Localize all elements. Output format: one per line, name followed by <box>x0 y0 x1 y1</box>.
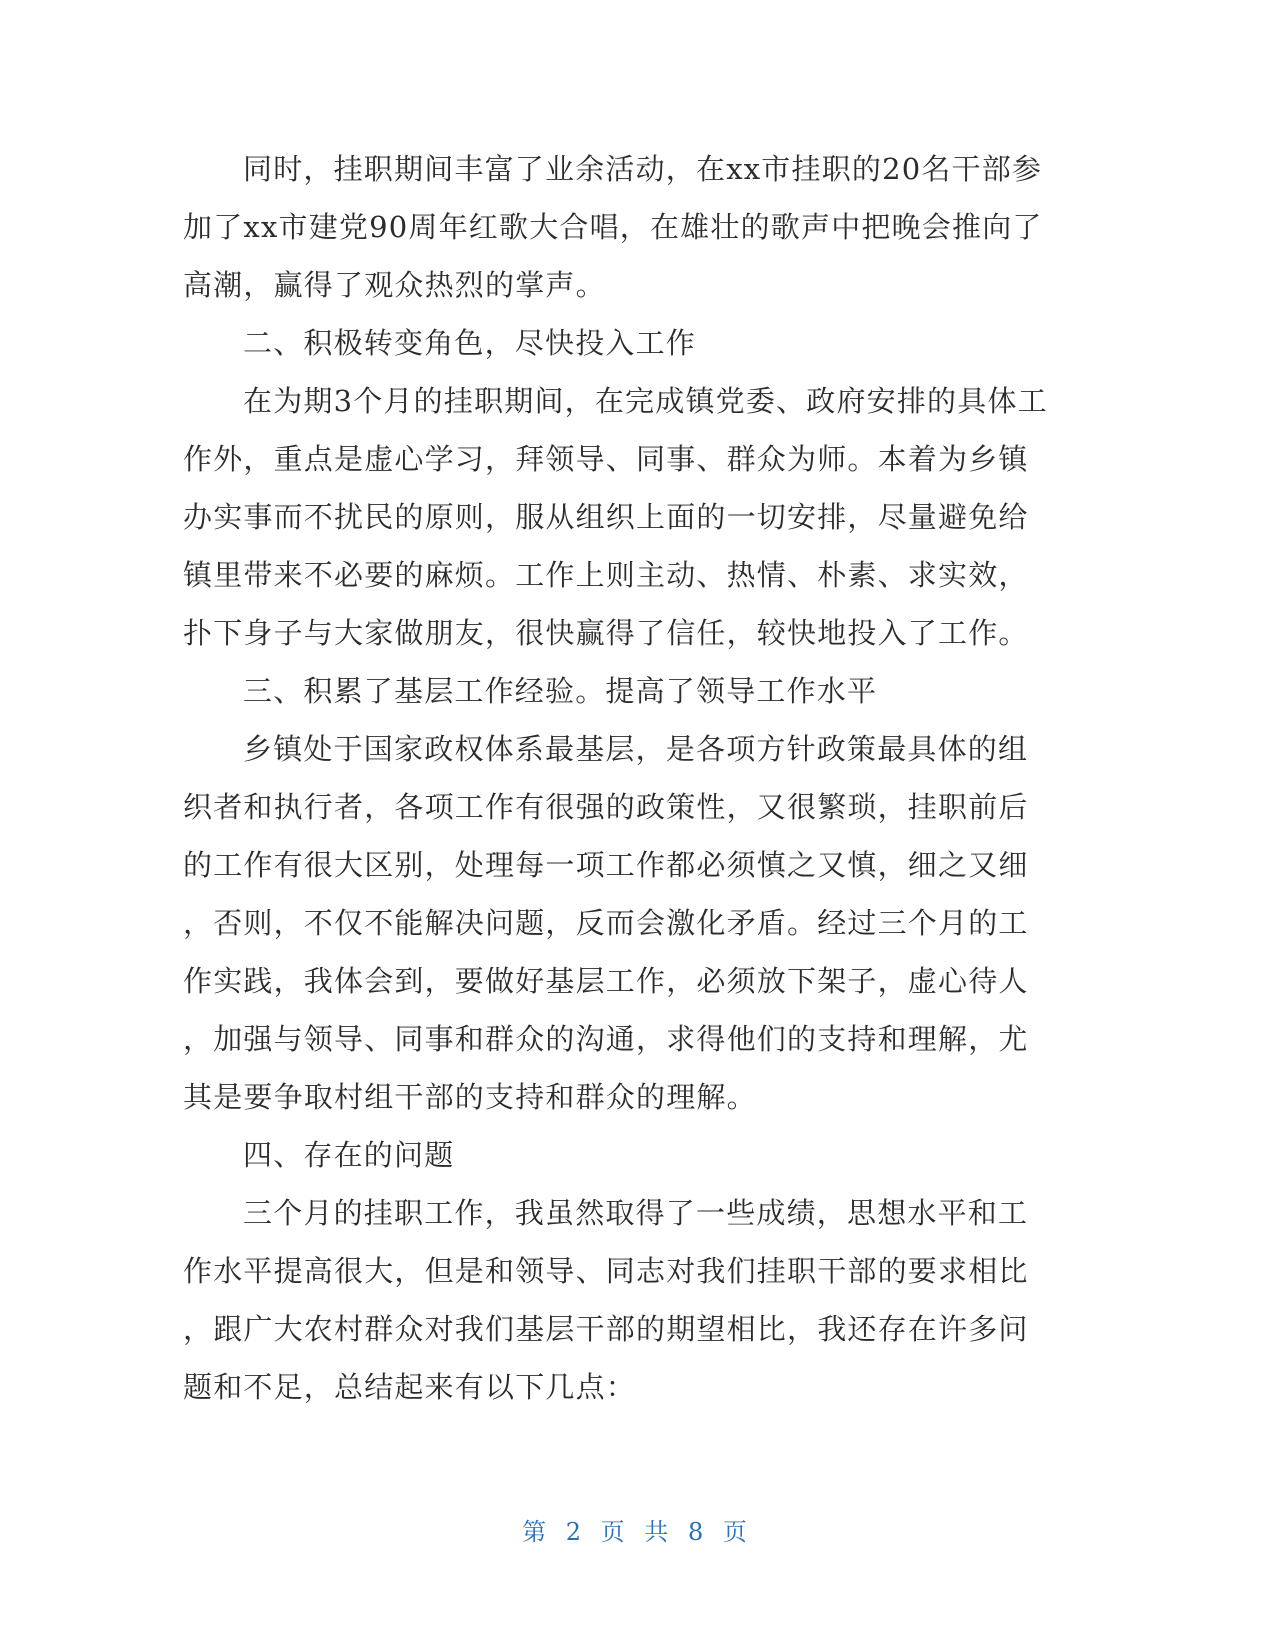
text-line: 作实践，我体会到，要做好基层工作，必须放下架子，虚心待人 <box>183 964 1029 998</box>
document-body <box>183 140 1048 1416</box>
section-heading: 四、存在的问题 <box>243 1138 455 1172</box>
text-line: 加了xx市建党90周年红歌大合唱，在雄壮的歌声中把晚会推向了 <box>183 210 1043 244</box>
text-line: 题和不足，总结起来有以下几点： <box>183 1370 637 1404</box>
text-line: ，加强与领导、同事和群众的沟通，求得他们的支持和理解，尤 <box>183 1022 1029 1056</box>
text-line: 同时，挂职期间丰富了业余活动，在xx市挂职的20名干部参 <box>243 152 1043 186</box>
text-line: ，跟广大农村群众对我们基层干部的期望相比，我还存在许多问 <box>183 1312 1029 1346</box>
text-line: 办实事而不扰民的原则，服从组织上面的一切安排，尽量避免给 <box>183 500 1029 534</box>
text-line: 扑下身子与大家做朋友，很快赢得了信任，较快地投入了工作。 <box>183 616 1029 650</box>
text-line: 高潮，赢得了观众热烈的掌声。 <box>183 268 606 302</box>
text-line: 乡镇处于国家政权体系最基层，是各项方针政策最具体的组 <box>243 732 1029 766</box>
text-line: 镇里带来不必要的麻烦。工作上则主动、热情、朴素、求实效， <box>183 558 1029 592</box>
text-line: ，否则，不仅不能解决问题，反而会激化矛盾。经过三个月的工 <box>183 906 1029 940</box>
text-line: 作外，重点是虚心学习，拜领导、同事、群众为师。本着为乡镇 <box>183 442 1029 476</box>
text-line: 在为期3个月的挂职期间，在完成镇党委、政府安排的具体工 <box>243 384 1048 418</box>
text-line: 织者和执行者，各项工作有很强的政策性，又很繁琐，挂职前后 <box>183 790 1029 824</box>
text-line: 作水平提高很大，但是和领导、同志对我们挂职干部的要求相比 <box>183 1254 1029 1288</box>
section-heading: 二、积极转变角色，尽快投入工作 <box>243 326 697 360</box>
section-heading: 三、积累了基层工作经验。提高了领导工作水平 <box>243 674 878 708</box>
text-line: 的工作有很大区别，处理每一项工作都必须慎之又慎，细之又细 <box>183 848 1029 882</box>
page-number-footer: 第 2 页 共 8 页 <box>522 1518 753 1546</box>
text-line: 其是要争取村组干部的支持和群众的理解。 <box>183 1080 757 1114</box>
text-line: 三个月的挂职工作，我虽然取得了一些成绩，思想水平和工 <box>243 1196 1029 1230</box>
